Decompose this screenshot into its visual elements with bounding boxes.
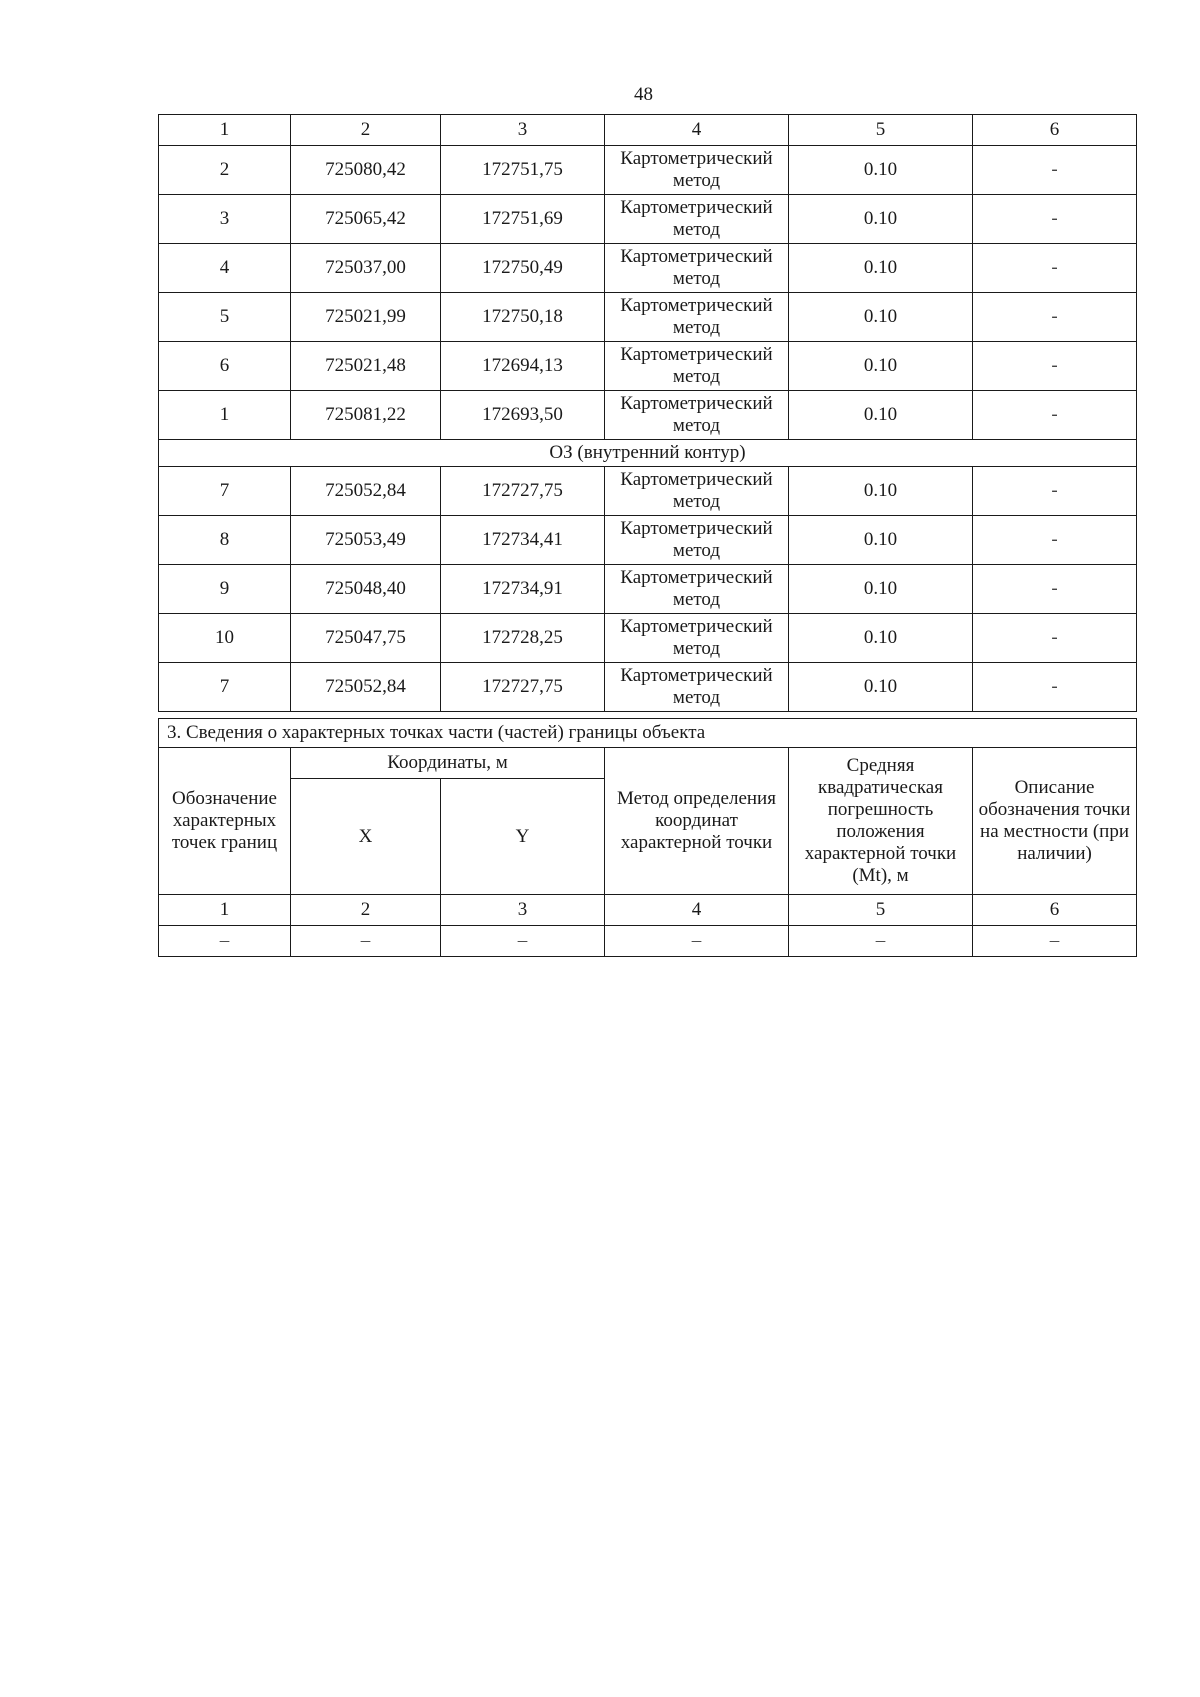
head-mt: Средняя квадратическая погрешность положения характерной точки (Mt), м [789,748,973,895]
coordinate-y: 172751,75 [441,146,605,195]
empty-cell: – [159,926,291,957]
coordinate-y: 172693,50 [441,391,605,440]
table-row [159,565,1137,614]
point-number: 4 [159,244,291,293]
method: Картометрический метод [605,391,789,440]
mt-value: 0.10 [789,467,973,516]
method: Картометрический метод [605,663,789,712]
table-row [159,614,1137,663]
coordinate-y: 172694,13 [441,342,605,391]
method: Картометрический метод [605,565,789,614]
point-number: 9 [159,565,291,614]
method: Картометрический метод [605,244,789,293]
col-number: 2 [291,895,441,926]
mt-value: 0.10 [789,342,973,391]
method: Картометрический метод [605,293,789,342]
method: Картометрический метод [605,614,789,663]
parts-table [158,718,1137,957]
coordinate-y: 172734,41 [441,516,605,565]
table-row [159,293,1137,342]
mt-value: 0.10 [789,391,973,440]
table-row [159,195,1137,244]
mt-value: 0.10 [789,146,973,195]
description: - [973,614,1137,663]
description: - [973,146,1137,195]
col-number: 3 [441,895,605,926]
method: Картометрический метод [605,467,789,516]
coordinate-x: 725080,42 [291,146,441,195]
empty-cell: – [441,926,605,957]
coordinate-y: 172751,69 [441,195,605,244]
coordinate-x: 725021,99 [291,293,441,342]
mt-value: 0.10 [789,195,973,244]
head-method: Метод определения координат характерной точки [605,748,789,895]
empty-cell: – [973,926,1137,957]
point-number: 7 [159,663,291,712]
col-number: 2 [291,115,441,146]
description: - [973,293,1137,342]
head-x: X [291,779,441,895]
mt-value: 0.10 [789,293,973,342]
parts-column-number-row [159,895,1137,926]
point-number: 5 [159,293,291,342]
col-number: 4 [605,895,789,926]
coordinate-y: 172727,75 [441,467,605,516]
table-row [159,244,1137,293]
table-row [159,467,1137,516]
description: - [973,467,1137,516]
point-number: 3 [159,195,291,244]
table-row [159,391,1137,440]
coordinate-y: 172727,75 [441,663,605,712]
empty-cell: – [789,926,973,957]
coordinate-x: 725081,22 [291,391,441,440]
point-number: 8 [159,516,291,565]
method: Картометрический метод [605,195,789,244]
coordinate-x: 725048,40 [291,565,441,614]
inner-contour-title: ОЗ (внутренний контур) [159,440,1137,467]
coordinate-x: 725053,49 [291,516,441,565]
table-row [159,342,1137,391]
coordinate-x: 725052,84 [291,663,441,712]
description: - [973,244,1137,293]
point-number: 6 [159,342,291,391]
page-number: 48 [634,84,653,105]
point-number: 2 [159,146,291,195]
point-number: 10 [159,614,291,663]
description: - [973,391,1137,440]
head-point-designation: Обозначение характерных точек границ [159,748,291,895]
method: Картометрический метод [605,342,789,391]
col-number: 6 [973,115,1137,146]
point-number: 7 [159,467,291,516]
coordinate-y: 172750,49 [441,244,605,293]
description: - [973,195,1137,244]
col-number: 1 [159,115,291,146]
coordinates-table-body [159,115,1137,712]
mt-value: 0.10 [789,614,973,663]
coordinate-y: 172734,91 [441,565,605,614]
col-number: 5 [789,895,973,926]
description: - [973,663,1137,712]
head-description: Описание обозначения точки на местности (при наличии) [973,748,1137,895]
parts-section-title: 3. Сведения о характерных точках части (частей) границы объекта [159,719,1137,748]
parts-title-row [159,719,1137,748]
inner-contour-row [159,440,1137,467]
head-coordinates: Координаты, м [291,748,605,779]
mt-value: 0.10 [789,244,973,293]
mt-value: 0.10 [789,516,973,565]
table-row [159,663,1137,712]
mt-value: 0.10 [789,663,973,712]
coordinate-y: 172728,25 [441,614,605,663]
coordinate-x: 725052,84 [291,467,441,516]
table-row [159,516,1137,565]
method: Картометрический метод [605,516,789,565]
coordinate-x: 725047,75 [291,614,441,663]
method: Картометрический метод [605,146,789,195]
parts-empty-row [159,926,1137,957]
empty-cell: – [291,926,441,957]
col-number: 5 [789,115,973,146]
head-y: Y [441,779,605,895]
col-number: 4 [605,115,789,146]
coordinate-x: 725037,00 [291,244,441,293]
coordinate-x: 725065,42 [291,195,441,244]
col-number: 3 [441,115,605,146]
point-number: 1 [159,391,291,440]
mt-value: 0.10 [789,565,973,614]
coordinate-y: 172750,18 [441,293,605,342]
description: - [973,342,1137,391]
col-number: 6 [973,895,1137,926]
description: - [973,565,1137,614]
description: - [973,516,1137,565]
parts-head-row-1 [159,748,1137,779]
coordinate-x: 725021,48 [291,342,441,391]
table-row [159,146,1137,195]
empty-cell: – [605,926,789,957]
column-number-row [159,115,1137,146]
coordinates-table [158,114,1137,712]
col-number: 1 [159,895,291,926]
